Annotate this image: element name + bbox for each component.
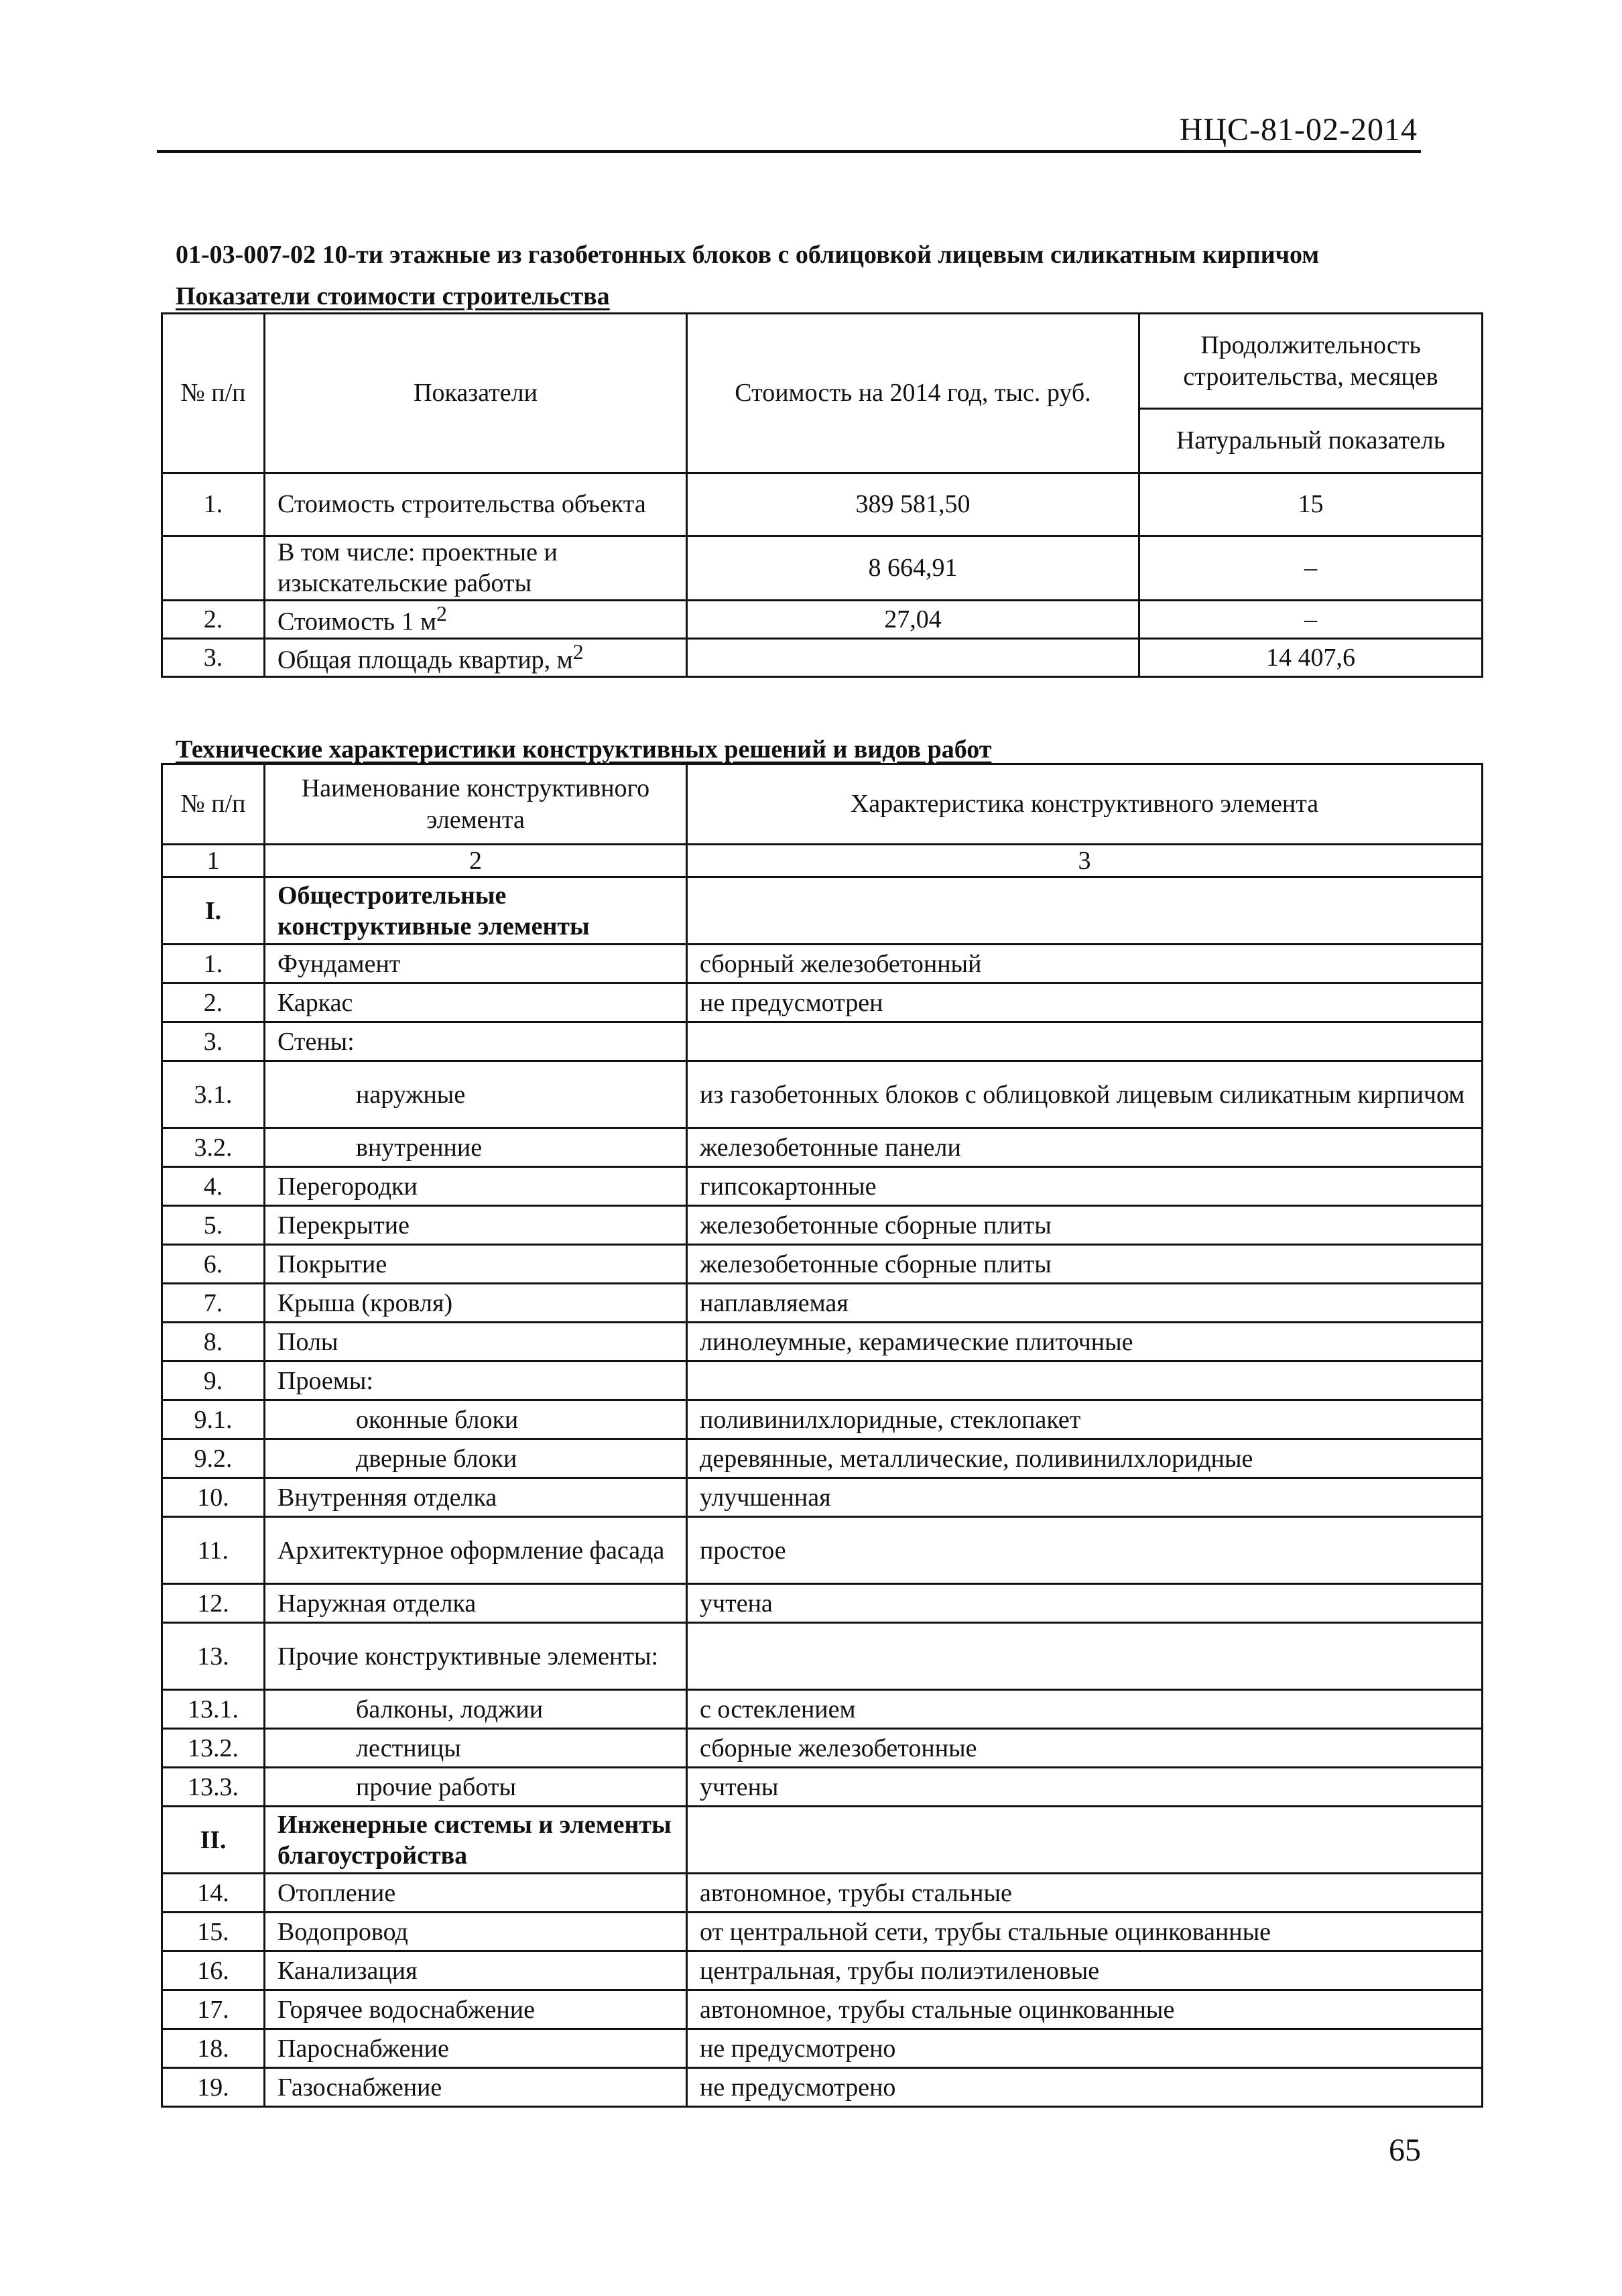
element-characteristic: учтены bbox=[687, 1768, 1483, 1807]
row-number: 3.1. bbox=[162, 1061, 265, 1128]
element-characteristic: автономное, трубы стальные оцинкованные bbox=[687, 1990, 1483, 2029]
table-row bbox=[162, 1022, 1483, 1061]
element-name: Газоснабжение bbox=[265, 2068, 687, 2107]
header-duration: Продолжительность строительства, месяцев bbox=[1139, 314, 1483, 409]
element-characteristic: улучшенная bbox=[687, 1478, 1483, 1517]
row-number: 6. bbox=[162, 1245, 265, 1284]
element-name: Внутренняя отделка bbox=[265, 1478, 687, 1517]
table-row bbox=[162, 983, 1483, 1022]
row-number: 12. bbox=[162, 1584, 265, 1623]
table-row bbox=[162, 1874, 1483, 1913]
tech-table-body bbox=[162, 878, 1483, 2107]
row-number: 1. bbox=[162, 945, 265, 983]
indicator-name: Стоимость 1 м bbox=[277, 607, 437, 636]
natural-value: 15 bbox=[1139, 473, 1483, 536]
row-number: II. bbox=[162, 1807, 265, 1874]
column-number: 3 bbox=[687, 845, 1483, 878]
column-number: 1 bbox=[162, 845, 265, 878]
element-name: прочие работы bbox=[265, 1768, 687, 1807]
element-characteristic: наплавляемая bbox=[687, 1284, 1483, 1323]
row-number: I. bbox=[162, 878, 265, 945]
table-row bbox=[162, 600, 1483, 638]
element-name: Крыша (кровля) bbox=[265, 1284, 687, 1323]
row-number: 3. bbox=[162, 638, 265, 676]
unit-superscript: 2 bbox=[436, 601, 447, 625]
table-row bbox=[162, 1768, 1483, 1807]
header-characteristic: Характеристика конструктивного элемента bbox=[687, 764, 1483, 845]
element-characteristic: сборный железобетонный bbox=[687, 945, 1483, 983]
row-number: 3. bbox=[162, 1022, 265, 1061]
element-characteristic: не предусмотрено bbox=[687, 2068, 1483, 2107]
element-characteristic: не предусмотрено bbox=[687, 2029, 1483, 2068]
element-characteristic bbox=[687, 1807, 1483, 1874]
natural-value: – bbox=[1139, 600, 1483, 638]
table-row bbox=[162, 1061, 1483, 1128]
row-number: 1. bbox=[162, 473, 265, 536]
table-row bbox=[162, 1690, 1483, 1729]
element-name: Фундамент bbox=[265, 945, 687, 983]
element-characteristic: сборные железобетонные bbox=[687, 1729, 1483, 1768]
table-row bbox=[162, 1323, 1483, 1362]
table-row bbox=[162, 1951, 1483, 1990]
element-name: Наружная отделка bbox=[265, 1584, 687, 1623]
row-number: 13.1. bbox=[162, 1690, 265, 1729]
row-number: 7. bbox=[162, 1284, 265, 1323]
table-row bbox=[162, 1517, 1483, 1584]
cost-value: 27,04 bbox=[687, 600, 1139, 638]
document-title: 01-03-007-02 10-ти этажные из газобетонных блоков с облицовкой лицевым силикатным кирпичом bbox=[176, 241, 1320, 269]
tech-table bbox=[161, 763, 1483, 2108]
unit-superscript: 2 bbox=[572, 640, 584, 664]
row-number: 5. bbox=[162, 1206, 265, 1245]
indicator-name: В том числе: проектные и изыскательские работы bbox=[277, 538, 558, 598]
table-row bbox=[162, 945, 1483, 983]
tech-section-heading: Технические характеристики конструктивных решений и видов работ bbox=[176, 735, 992, 764]
table-row bbox=[162, 1362, 1483, 1400]
element-name: Водопровод bbox=[265, 1913, 687, 1951]
element-characteristic: автономное, трубы стальные bbox=[687, 1874, 1483, 1913]
table-row bbox=[162, 1439, 1483, 1478]
row-number: 2. bbox=[162, 600, 265, 638]
table-row bbox=[162, 536, 1483, 601]
row-number: 8. bbox=[162, 1323, 265, 1362]
element-name: лестницы bbox=[265, 1729, 687, 1768]
table-row bbox=[162, 1913, 1483, 1951]
element-characteristic: гипсокартонные bbox=[687, 1167, 1483, 1206]
table-row bbox=[162, 1807, 1483, 1874]
row-number: 13.2. bbox=[162, 1729, 265, 1768]
table-row bbox=[162, 1478, 1483, 1517]
row-number: 9.2. bbox=[162, 1439, 265, 1478]
element-name: балконы, лоджии bbox=[265, 1690, 687, 1729]
indicator-name: Общая площадь квартир, м bbox=[277, 646, 573, 674]
table-row bbox=[162, 2068, 1483, 2107]
header-num: № п/п bbox=[162, 314, 265, 473]
element-name: Покрытие bbox=[265, 1245, 687, 1284]
row-number: 17. bbox=[162, 1990, 265, 2029]
row-number: 2. bbox=[162, 983, 265, 1022]
row-number: 9. bbox=[162, 1362, 265, 1400]
cost-section-heading: Показатели стоимости строительства bbox=[176, 282, 610, 310]
table-row bbox=[162, 1167, 1483, 1206]
indicator-cell bbox=[265, 536, 687, 601]
element-name: Полы bbox=[265, 1323, 687, 1362]
element-name: внутренние bbox=[265, 1128, 687, 1167]
table-row bbox=[162, 638, 1483, 676]
table-row bbox=[162, 878, 1483, 945]
header-rule bbox=[157, 150, 1421, 153]
element-name: Каркас bbox=[265, 983, 687, 1022]
element-characteristic: поливинилхлоридные, стеклопакет bbox=[687, 1400, 1483, 1439]
element-characteristic bbox=[687, 878, 1483, 945]
table-row bbox=[162, 1206, 1483, 1245]
indicator-cell bbox=[265, 600, 687, 638]
table-row bbox=[162, 1245, 1483, 1284]
header-cost: Стоимость на 2014 год, тыс. руб. bbox=[687, 314, 1139, 473]
element-characteristic: от центральной сети, трубы стальные оцинкованные bbox=[687, 1913, 1483, 1951]
element-name: дверные блоки bbox=[265, 1439, 687, 1478]
row-number: 4. bbox=[162, 1167, 265, 1206]
element-characteristic: железобетонные панели bbox=[687, 1128, 1483, 1167]
column-number: 2 bbox=[265, 845, 687, 878]
element-characteristic: железобетонные сборные плиты bbox=[687, 1245, 1483, 1284]
row-number: 14. bbox=[162, 1874, 265, 1913]
row-number: 3.2. bbox=[162, 1128, 265, 1167]
page-number: 65 bbox=[1389, 2132, 1421, 2168]
element-name: наружные bbox=[265, 1061, 687, 1128]
table-row bbox=[162, 1623, 1483, 1690]
element-name: Проемы: bbox=[265, 1362, 687, 1400]
cost-table-body bbox=[162, 473, 1483, 677]
element-name: Пароснабжение bbox=[265, 2029, 687, 2068]
element-characteristic: с остеклением bbox=[687, 1690, 1483, 1729]
element-name: Перекрытие bbox=[265, 1206, 687, 1245]
cost-value: 8 664,91 bbox=[687, 536, 1139, 601]
indicator-name: Стоимость строительства объекта bbox=[277, 490, 646, 519]
cost-table bbox=[161, 312, 1483, 678]
element-characteristic: центральная, трубы полиэтиленовые bbox=[687, 1951, 1483, 1990]
table-row bbox=[162, 1584, 1483, 1623]
row-number: 18. bbox=[162, 2029, 265, 2068]
element-name: Горячее водоснабжение bbox=[265, 1990, 687, 2029]
table-row bbox=[162, 473, 1483, 536]
table-row bbox=[162, 1729, 1483, 1768]
row-number: 19. bbox=[162, 2068, 265, 2107]
header-natural: Натуральный показатель bbox=[1139, 409, 1483, 473]
row-number: 16. bbox=[162, 1951, 265, 1990]
row-number: 13. bbox=[162, 1623, 265, 1690]
element-name: Канализация bbox=[265, 1951, 687, 1990]
element-characteristic: не предусмотрен bbox=[687, 983, 1483, 1022]
element-characteristic: простое bbox=[687, 1517, 1483, 1584]
natural-value: – bbox=[1139, 536, 1483, 601]
element-characteristic: деревянные, металлические, поливинилхлоридные bbox=[687, 1439, 1483, 1478]
header-element: Наименование конструктивного элемента bbox=[265, 764, 687, 845]
table-row bbox=[162, 1990, 1483, 2029]
table-row bbox=[162, 1128, 1483, 1167]
row-number: 13.3. bbox=[162, 1768, 265, 1807]
element-characteristic bbox=[687, 1362, 1483, 1400]
element-name: Перегородки bbox=[265, 1167, 687, 1206]
cost-value bbox=[687, 638, 1139, 676]
element-name: Общестроительные конструктивные элементы bbox=[265, 878, 687, 945]
cost-value: 389 581,50 bbox=[687, 473, 1139, 536]
row-number bbox=[162, 536, 265, 601]
element-characteristic bbox=[687, 1623, 1483, 1690]
row-number: 10. bbox=[162, 1478, 265, 1517]
element-characteristic bbox=[687, 1022, 1483, 1061]
table-row bbox=[162, 1284, 1483, 1323]
header-num: № п/п bbox=[162, 764, 265, 845]
element-name: Отопление bbox=[265, 1874, 687, 1913]
element-characteristic: учтена bbox=[687, 1584, 1483, 1623]
natural-value: 14 407,6 bbox=[1139, 638, 1483, 676]
indicator-cell bbox=[265, 638, 687, 676]
element-characteristic: железобетонные сборные плиты bbox=[687, 1206, 1483, 1245]
element-characteristic: линолеумные, керамические плиточные bbox=[687, 1323, 1483, 1362]
row-number: 15. bbox=[162, 1913, 265, 1951]
element-name: Стены: bbox=[265, 1022, 687, 1061]
document-code: НЦС-81-02-2014 bbox=[1179, 112, 1418, 147]
table-row bbox=[162, 1400, 1483, 1439]
element-name: Инженерные системы и элементы благоустройства bbox=[265, 1807, 687, 1874]
element-name: оконные блоки bbox=[265, 1400, 687, 1439]
row-number: 9.1. bbox=[162, 1400, 265, 1439]
header-indicator: Показатели bbox=[265, 314, 687, 473]
element-name: Архитектурное оформление фасада bbox=[265, 1517, 687, 1584]
element-name: Прочие конструктивные элементы: bbox=[265, 1623, 687, 1690]
row-number: 11. bbox=[162, 1517, 265, 1584]
element-characteristic: из газобетонных блоков с облицовкой лицевым силикатным кирпичом bbox=[687, 1061, 1483, 1128]
table-row bbox=[162, 2029, 1483, 2068]
indicator-cell bbox=[265, 473, 687, 536]
